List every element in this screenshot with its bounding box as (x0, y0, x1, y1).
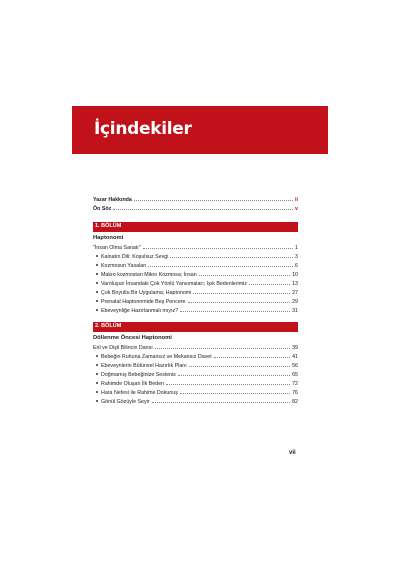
toc-entry-page: 56 (292, 363, 298, 369)
dot-leader (188, 297, 291, 303)
toc-entry-page: 39 (292, 345, 298, 351)
toc-entry-label: Çok Boyutlu Bir Uygulama; Haptonomi (101, 290, 192, 296)
toc-entry-page: 6 (295, 263, 298, 269)
toc-entry-label: Rahimde Oluşan İlk Beden (101, 381, 165, 387)
toc-entry-label: Hara Nefesi ile Rahime Dokunuş (101, 390, 178, 396)
toc-entry-page: 13 (292, 281, 298, 287)
toc-entry[interactable] (93, 243, 298, 252)
chapter-1-list (93, 233, 298, 315)
toc-entry[interactable] (93, 261, 298, 270)
toc-entry-label: Prenatal Haptonomide Beş Pencere (101, 299, 186, 305)
page-number: vii (289, 450, 296, 456)
toc-entry[interactable] (93, 343, 298, 352)
toc-entry-page: 41 (292, 354, 298, 360)
title-banner (72, 106, 328, 154)
toc-entry-page: 1 (295, 245, 298, 251)
toc-entry[interactable] (93, 288, 298, 297)
toc-entry[interactable] (93, 297, 298, 306)
dot-leader (193, 288, 290, 294)
section-title: Döllenme Öncesi Haptonomi (93, 335, 172, 341)
dot-leader (166, 379, 290, 385)
toc-entry[interactable] (93, 270, 298, 279)
toc-entry-page: 76 (292, 390, 298, 396)
chapter-bar: 1. BÖLÜM (93, 222, 298, 231)
toc-entry[interactable] (93, 370, 298, 379)
dot-leader (143, 243, 293, 249)
toc-entry-label: Makro kozmostan Mikro Kozmosa; İnsan (101, 272, 197, 278)
dot-leader (148, 261, 293, 267)
toc-entry-page: 72 (292, 381, 298, 387)
chapter-bar: 2. BÖLÜM (93, 322, 298, 331)
toc-entry-page: 10 (292, 272, 298, 278)
dot-leader (214, 352, 290, 358)
toc-entry[interactable] (93, 195, 298, 204)
toc-entry-page: 31 (292, 308, 298, 314)
dot-leader (249, 279, 290, 285)
toc-entry[interactable] (93, 388, 298, 397)
dot-leader (189, 361, 290, 367)
toc-entry-label: Ebeveynlerin Bütünsel Hazırlık Planı (101, 363, 187, 369)
toc-entry[interactable] (93, 279, 298, 288)
front-matter (93, 195, 298, 213)
dot-leader (155, 343, 290, 349)
toc-entry-page: v (295, 206, 298, 212)
chapter-divider (93, 331, 298, 332)
chapter-2-list (93, 333, 298, 406)
toc-entry-label: Ebeveynliğe Hazırlanmalı mıyız? (101, 308, 179, 314)
dot-leader (178, 370, 290, 376)
dot-leader (180, 306, 290, 312)
toc-entry-label: Varoluşun İnsandaki Çok Yönlü Yansımaları; Işık Bedenlerimiz (101, 281, 247, 287)
toc-entry[interactable] (93, 397, 298, 406)
toc-entry-page: 29 (292, 299, 298, 305)
toc-entry-label: Bebeğin Ruhuna Zamansız ve Mekansız Davet (101, 354, 212, 360)
toc-entry[interactable] (93, 352, 298, 361)
dot-leader (180, 388, 290, 394)
toc-entry-page: 65 (292, 372, 298, 378)
toc-entry-label: "İnsan Olma Sanatı" (93, 245, 141, 251)
toc-entry-label: Kainatın Dili: Koşulsuz Sevgi (101, 254, 169, 260)
dot-leader (199, 270, 290, 276)
toc-entry[interactable] (93, 361, 298, 370)
toc-entry[interactable] (93, 204, 298, 213)
toc-entry[interactable] (93, 252, 298, 261)
toc-entry-label: Ön Söz (93, 206, 112, 212)
toc-entry-label: Yazar Hakkında (93, 197, 132, 203)
toc-entry-label: Doğmamış Bebeğinize Seslenis (101, 372, 176, 378)
toc-entry-page: 82 (292, 399, 298, 405)
chapter-divider (93, 231, 298, 232)
page-title: İçindekiler (94, 119, 192, 139)
toc-entry-page: 3 (295, 254, 298, 260)
dot-leader (134, 195, 293, 201)
dot-leader (113, 204, 293, 210)
toc-entry-label: Eril ve Dişil Bilincin Dansı (93, 345, 153, 351)
toc-entry-page: ii (295, 197, 298, 203)
toc-entry[interactable] (93, 379, 298, 388)
dot-leader (170, 252, 293, 258)
section-title: Haptonomi (93, 235, 124, 241)
toc-entry[interactable] (93, 306, 298, 315)
toc-entry-page: 27 (292, 290, 298, 296)
dot-leader (152, 397, 291, 403)
toc-entry-label: Gönül Gözüyle Seyir (101, 399, 150, 405)
toc-entry-label: Kozmosun Yasaları (101, 263, 147, 269)
